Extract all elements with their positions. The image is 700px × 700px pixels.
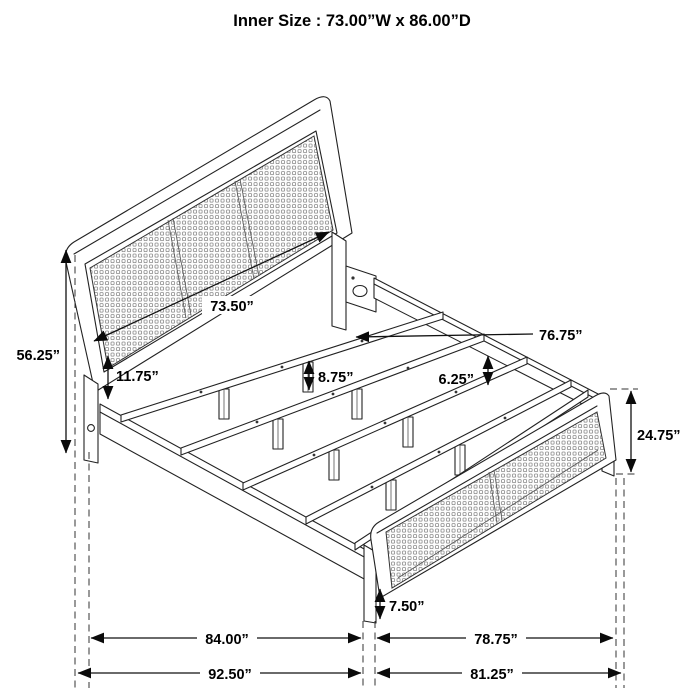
dimension-support-leg-height	[309, 361, 353, 390]
headboard-left-leg	[84, 375, 98, 463]
headboard-height-label: 56.25”	[16, 348, 60, 364]
headboard-width-label: 73.50”	[210, 299, 254, 315]
footboard-span-label: 78.75”	[474, 632, 518, 648]
rail-top-height-label: 11.75”	[116, 369, 159, 385]
page-title: Inner Size : 73.00”W x 86.00”D	[233, 12, 471, 30]
dimension-footboard-span	[377, 629, 613, 648]
back-side-rail	[374, 278, 602, 414]
footboard-height-label: 24.75”	[637, 428, 681, 444]
overall-length-label: 92.50”	[208, 667, 252, 683]
footboard-overall-span-label: 81.25”	[470, 667, 514, 683]
support-leg-height-label: 8.75”	[318, 370, 354, 386]
dimension-headboard-to-foot-span	[91, 629, 361, 648]
slat-rail-length-label: 76.75”	[539, 328, 583, 344]
headboard-right-leg	[332, 232, 346, 330]
dimension-footboard-height	[631, 391, 681, 472]
rail-bracket	[346, 266, 376, 312]
headboard-to-foot-span-label: 84.00”	[205, 632, 249, 648]
bracket-screw	[351, 276, 354, 279]
slat-spacing-label: 6.25”	[438, 372, 474, 388]
dimension-overall-length	[78, 664, 361, 683]
footboard-leg-height-label: 7.50”	[389, 599, 425, 615]
dimension-footboard-overall-span	[377, 664, 621, 683]
dimension-headboard-height	[16, 250, 66, 453]
